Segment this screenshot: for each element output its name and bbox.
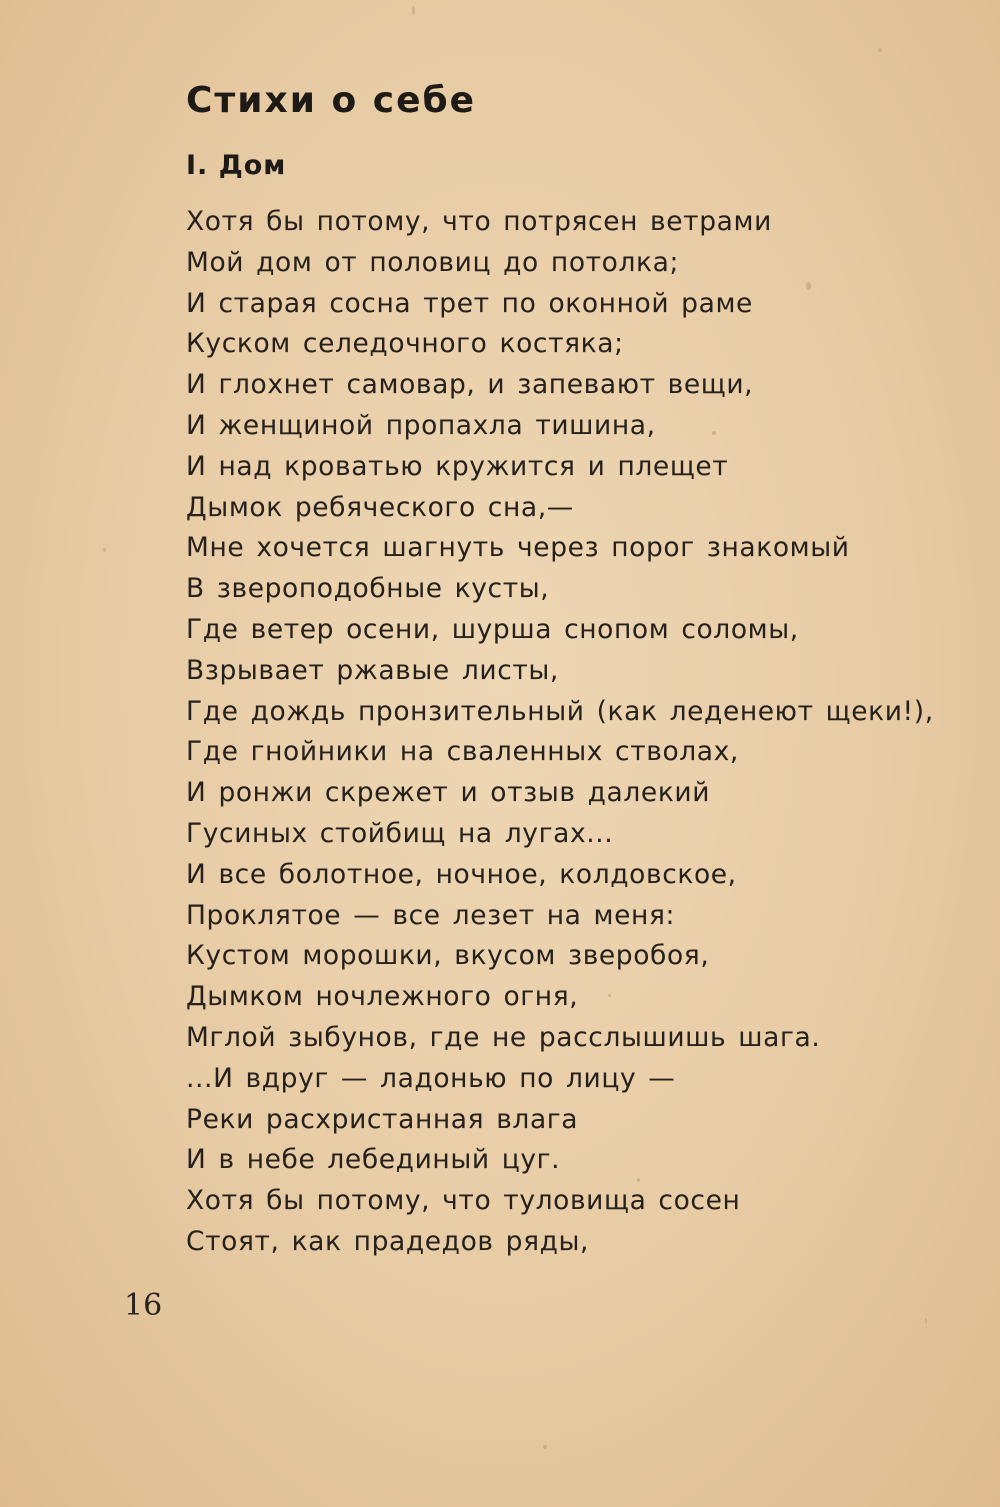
poem-line: Мой дом от половиц до потолка;	[186, 246, 679, 278]
poem-body	[186, 202, 976, 1263]
poem-line: Стоят, как прадедов ряды,	[186, 1225, 590, 1257]
paper-speck	[103, 548, 106, 552]
poem-line: Мглой зыбунов, где не расслышишь шага.	[186, 1021, 821, 1053]
poem-line: И женщиной пропахла тишина,	[186, 409, 656, 441]
poem-line: Реки расхристанная влага	[186, 1103, 579, 1135]
section-title: I. Дом	[186, 150, 287, 181]
page-number: 16	[124, 1288, 163, 1323]
poem-line: И все болотное, ночное, колдовское,	[186, 858, 737, 890]
paper-speck	[878, 48, 882, 52]
poem-line: Дымок ребяческого сна,—	[186, 491, 574, 523]
poem-line: Где дождь пронзительный (как леденеют щеки!),	[186, 695, 934, 727]
poem-line: ...И вдруг — ладонью по лицу —	[186, 1062, 676, 1094]
poem-line: И ронжи скрежет и отзыв далекий	[186, 777, 711, 809]
poem-line: Кустом морошки, вкусом зверобоя,	[186, 940, 710, 972]
poem-line: И над кроватью кружится и плещет	[186, 450, 729, 482]
paper-speck	[412, 6, 415, 15]
paper-speck	[925, 1318, 927, 1324]
poem-line: Куском селедочного костяка;	[186, 328, 624, 360]
poem-line: Мне хочется шагнуть через порог знакомый	[186, 532, 850, 564]
poem-line: Где ветер осени, шурша снопом соломы,	[186, 613, 799, 645]
poem-line: Дымком ночлежного огня,	[186, 981, 579, 1013]
poem-line: И старая сосна трет по оконной раме	[186, 287, 753, 319]
poem-line: Хотя бы потому, что туловища сосен	[186, 1185, 741, 1217]
poem-line: И глохнет самовар, и запевают вещи,	[186, 369, 754, 401]
poem-title: Стихи о себе	[186, 80, 477, 121]
poem-line: Где гнойники на сваленных стволах,	[186, 736, 739, 768]
poem-line: Взрывает ржавые листы,	[186, 654, 559, 686]
poem-line: Проклятое — все лезет на меня:	[186, 899, 676, 931]
paper-speck	[543, 1445, 547, 1449]
poem-line: В звероподобные кусты,	[186, 573, 550, 605]
poem-line: И в небе лебединый цуг.	[186, 1144, 561, 1176]
poem-line: Гусиных стойбищ на лугах...	[186, 817, 614, 849]
poem-line: Хотя бы потому, что потрясен ветрами	[186, 206, 772, 237]
